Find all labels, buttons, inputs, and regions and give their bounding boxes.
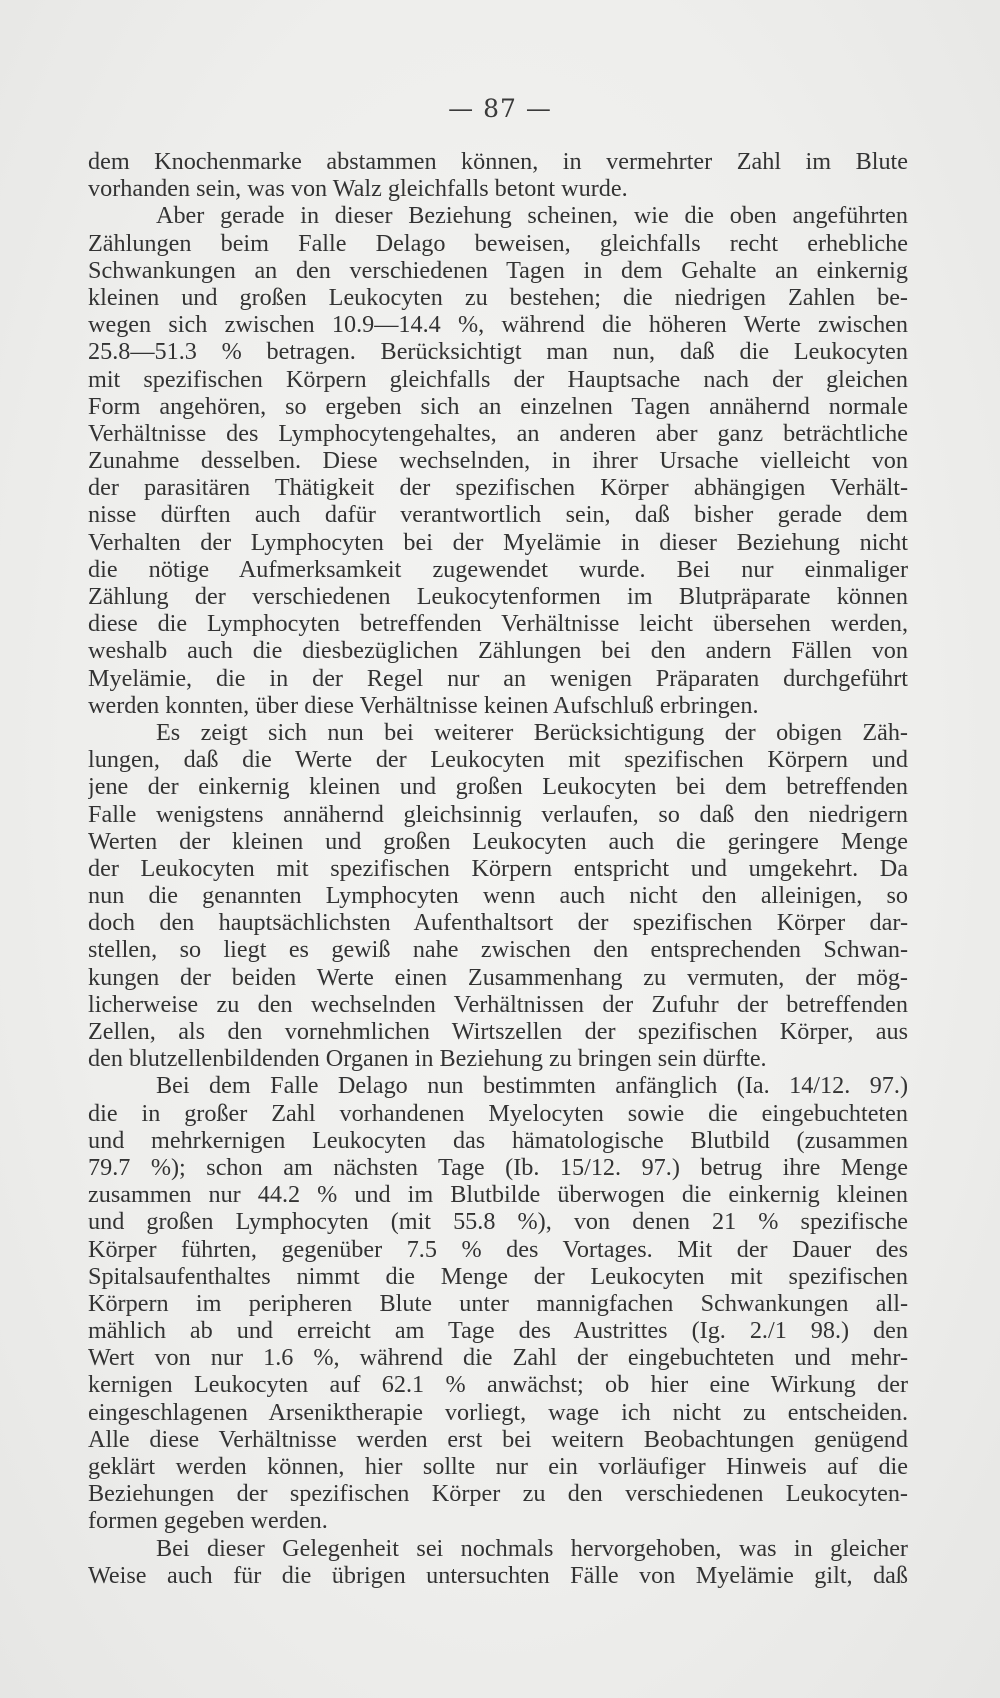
- text-line: 25.8—51.3 % betragen. Berücksichtigt man nun, daß die Leukocyten: [88, 338, 908, 366]
- text-line: und mehrkernigen Leukocyten das hämatologische Blutbild (zusammen: [88, 1126, 908, 1154]
- text-line: mählich ab und erreicht am Tage des Austrittes (Ig. 2./1 98.) den: [88, 1317, 908, 1345]
- paragraph-start-line: Bei dieser Gelegenheit sei nochmals hervorgehoben, was in gleicher: [156, 1534, 908, 1562]
- text-line: weshalb auch die diesbezüglichen Zählungen bei den andern Fällen von: [88, 637, 908, 665]
- page-number: — 87 —: [448, 94, 552, 123]
- text-line: nun die genannten Lymphocyten wenn auch nicht den alleinigen, so: [88, 882, 908, 910]
- text-line: Weise auch für die übrigen untersuchten Fälle von Myelämie gilt, daß: [88, 1561, 908, 1589]
- text-line: die in großer Zahl vorhandenen Myelocyten sowie die eingebuchteten: [88, 1099, 908, 1127]
- text-line: den blutzellenbildenden Organen in Beziehung zu bringen sein dürfte.: [88, 1045, 767, 1073]
- text-line: kleinen und großen Leukocyten zu bestehen; die niedrigen Zahlen be-: [88, 283, 908, 311]
- text-line: Zählungen beim Falle Delago beweisen, gleichfalls recht erhebliche: [88, 229, 908, 257]
- text-line: Wert von nur 1.6 %, während die Zahl der eingebuchteten und mehr-: [88, 1344, 908, 1372]
- text-line: formen gegeben werden.: [88, 1507, 328, 1535]
- text-line: lungen, daß die Werte der Leukocyten mit spezifischen Körpern und: [88, 746, 908, 774]
- text-line: Zählung der verschiedenen Leukocytenformen im Blutpräparate können: [88, 583, 908, 610]
- text-line: Werten der kleinen und großen Leukocyten auch die geringere Menge: [88, 827, 908, 855]
- text-line: Verhalten der Lymphocyten bei der Myelämie in dieser Beziehung nicht: [88, 528, 908, 556]
- text-line: nisse dürften auch dafür verantwortlich sein, daß bisher gerade dem: [88, 501, 908, 529]
- text-line: Zellen, als den vornehmlichen Wirtszellen der spezifischen Körper, aus: [88, 1018, 908, 1045]
- paragraph-start-line: Es zeigt sich nun bei weiterer Berücksichtigung der obigen Zäh-: [156, 718, 908, 746]
- text-line: Verhältnisse des Lymphocytengehaltes, an anderen aber ganz beträchtliche: [88, 419, 908, 447]
- text-line: diese die Lymphocyten betreffenden Verhältnisse leicht übersehen werden,: [88, 610, 908, 638]
- text-line: vorhanden sein, was von Walz gleichfalls betont wurde.: [88, 175, 628, 203]
- text-line: und großen Lymphocyten (mit 55.8 %), von denen 21 % spezifische: [88, 1208, 908, 1236]
- text-line: kernigen Leukocyten auf 62.1 % anwächst; ob hier eine Wirkung der: [88, 1371, 908, 1399]
- text-line: stellen, so liegt es gewiß nahe zwischen den entsprechenden Schwan-: [88, 936, 908, 964]
- text-line: jene der einkernig kleinen und großen Leukocyten bei dem betreffenden: [88, 773, 908, 801]
- text-line: licherweise zu den wechselnden Verhältnissen der Zufuhr der betreffenden: [88, 990, 908, 1018]
- text-line: zusammen nur 44.2 % und im Blutbilde überwogen die einkernig kleinen: [88, 1181, 908, 1209]
- paragraph-start-line: Aber gerade in dieser Beziehung scheinen, wie die oben angeführten: [156, 202, 908, 230]
- text-line: Körper führten, gegenüber 7.5 % des Vortages. Mit der Dauer des: [88, 1235, 908, 1263]
- text-line: Körpern im peripheren Blute unter mannigfachen Schwankungen all-: [88, 1289, 908, 1317]
- text-line: werden konnten, über diese Verhältnisse keinen Aufschluß erbringen.: [88, 691, 759, 719]
- text-line: doch den hauptsächlichsten Aufenthaltsort der spezifischen Körper dar-: [88, 909, 908, 937]
- text-line: Zunahme desselben. Diese wechselnden, in ihrer Ursache vielleicht von: [88, 447, 908, 475]
- text-line: der parasitären Thätigkeit der spezifischen Körper abhängigen Verhält-: [88, 474, 908, 502]
- body-text: [88, 148, 908, 1589]
- text-line: mit spezifischen Körpern gleichfalls der Hauptsache nach der gleichen: [88, 365, 908, 393]
- text-line: kungen der beiden Werte einen Zusammenhang zu vermuten, der mög-: [88, 963, 908, 991]
- text-line: 79.7 %); schon am nächsten Tage (Ib. 15/12. 97.) betrug ihre Menge: [88, 1153, 908, 1181]
- text-line: die nötige Aufmerksamkeit zugewendet wurde. Bei nur einmaliger: [88, 555, 908, 583]
- text-line: Alle diese Verhältnisse werden erst bei weitern Beobachtungen genügend: [88, 1425, 908, 1453]
- text-line: Beziehungen der spezifischen Körper zu den verschiedenen Leukocyten-: [88, 1480, 908, 1508]
- text-line: geklärt werden können, hier sollte nur ein vorläufiger Hinweis auf die: [88, 1453, 908, 1480]
- text-line: dem Knochenmarke abstammen können, in vermehrter Zahl im Blute: [88, 148, 908, 175]
- paragraph-start-line: Bei dem Falle Delago nun bestimmten anfänglich (Ia. 14/12. 97.): [156, 1072, 908, 1100]
- text-line: Form angehören, so ergeben sich an einzelnen Tagen annähernd normale: [88, 392, 908, 420]
- text-line: Myelämie, die in der Regel nur an wenigen Präparaten durchgeführt: [88, 664, 908, 692]
- text-line: wegen sich zwischen 10.9—14.4 %, während die höheren Werte zwischen: [88, 311, 908, 339]
- text-line: Spitalsaufenthaltes nimmt die Menge der Leukocyten mit spezifischen: [88, 1262, 908, 1290]
- text-line: Schwankungen an den verschiedenen Tagen in dem Gehalte an einkernig: [88, 256, 908, 284]
- text-line: der Leukocyten mit spezifischen Körpern entspricht und umgekehrt. Da: [88, 854, 908, 882]
- text-line: Falle wenigstens annähernd gleichsinnig verlaufen, so daß den niedrigern: [88, 800, 908, 828]
- text-line: eingeschlagenen Arseniktherapie vorliegt, wage ich nicht zu entscheiden.: [88, 1398, 908, 1426]
